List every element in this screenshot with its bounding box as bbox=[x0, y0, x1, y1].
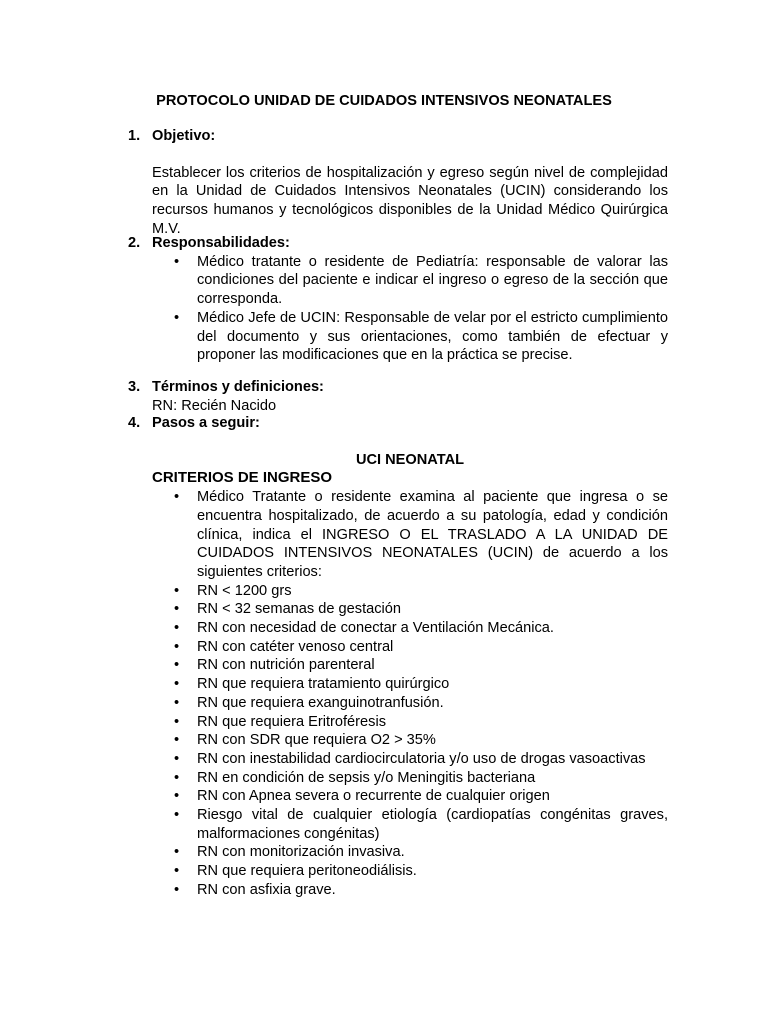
list-item bbox=[152, 619, 668, 638]
bullet-icon: • bbox=[174, 601, 180, 618]
bullet-icon: • bbox=[174, 657, 180, 674]
bullet-icon: • bbox=[174, 807, 180, 824]
bullet-icon: • bbox=[174, 694, 180, 711]
section-number: 2. bbox=[128, 235, 141, 251]
section-responsabilidades bbox=[128, 234, 668, 365]
list-item-text: RN que requiera peritoneodiálisis. bbox=[197, 863, 417, 880]
criteria-heading: CRITERIOS DE INGRESO bbox=[152, 469, 333, 487]
list-item-text: RN < 32 semanas de gestación bbox=[197, 601, 402, 618]
list-item-text: Riesgo vital de cualquier etiología (cardiopatías congénitas graves, malformaciones congénitas) bbox=[197, 807, 668, 842]
list-item bbox=[152, 253, 668, 309]
bullet-icon: • bbox=[174, 713, 180, 730]
bullet-icon: • bbox=[174, 489, 180, 506]
list-item-text: Médico Tratante o residente examina al paciente que ingresa o se encuentra hospitalizado, de acuerdo a su patología, edad y condición clínica, indica el INGRESO O EL TRASLADO A LA UNIDAD DE CUIDADOS INTENSIVOS NEONATALES (UCIN) de acuerdo a los siguientes criterios: bbox=[197, 489, 668, 580]
list-item-text: RN con inestabilidad cardiocirculatoria y/o uso de drogas vasoactivas bbox=[197, 750, 646, 767]
list-item bbox=[152, 881, 668, 900]
list-item-text: RN con asfixia grave. bbox=[197, 881, 336, 898]
section-heading bbox=[128, 378, 668, 397]
list-item-text: RN en condición de sepsis y/o Meningitis bacteriana bbox=[197, 769, 536, 786]
bullet-icon: • bbox=[174, 750, 180, 767]
list-item-text: RN con Apnea severa o recurrente de cualquier origen bbox=[197, 788, 550, 805]
section-title: Responsabilidades: bbox=[152, 235, 290, 251]
list-item bbox=[152, 488, 668, 582]
bullet-icon: • bbox=[174, 844, 180, 861]
document-title: PROTOCOLO UNIDAD DE CUIDADOS INTENSIVOS NEONATALES bbox=[156, 93, 612, 109]
list-item bbox=[152, 600, 668, 619]
bullet-icon: • bbox=[174, 863, 180, 880]
bullet-icon: • bbox=[174, 881, 180, 898]
section-number: 3. bbox=[128, 379, 141, 395]
section-pasos bbox=[128, 414, 668, 900]
uci-subtitle: UCI NEONATAL bbox=[355, 451, 465, 468]
list-item bbox=[152, 675, 668, 694]
list-item-text: RN con monitorización invasiva. bbox=[197, 844, 405, 861]
bullet-icon: • bbox=[174, 676, 180, 693]
list-item bbox=[152, 638, 668, 657]
list-item bbox=[152, 769, 668, 788]
list-item-text: RN con catéter venoso central bbox=[197, 638, 394, 655]
section-title: Objetivo: bbox=[152, 128, 216, 144]
list-item bbox=[152, 309, 668, 365]
section-number: 4. bbox=[128, 415, 141, 431]
list-item bbox=[152, 694, 668, 713]
list-item-text: RN con SDR que requiera O2 > 35% bbox=[197, 732, 436, 749]
list-item bbox=[152, 656, 668, 675]
list-item-text: RN con necesidad de conectar a Ventilación Mecánica. bbox=[197, 620, 554, 637]
list-item bbox=[152, 787, 668, 806]
list-item-text: Médico Jefe de UCIN: Responsable de velar por el estricto cumplimiento del documento y sus orientaciones, como también de efectuar y proponer las modificaciones que en la práctica se precise. bbox=[197, 309, 668, 364]
list-item bbox=[152, 750, 668, 769]
list-item-text: RN que requiera Eritroféresis bbox=[197, 713, 386, 730]
list-item bbox=[152, 713, 668, 732]
list-item bbox=[152, 806, 668, 843]
bullet-icon: • bbox=[174, 620, 180, 637]
section-title: Pasos a seguir: bbox=[152, 415, 260, 431]
bullet-icon: • bbox=[174, 732, 180, 749]
bullet-icon: • bbox=[174, 253, 180, 270]
bullet-icon: • bbox=[174, 788, 180, 805]
list-item-text: RN que requiera exanguinotranfusión. bbox=[197, 694, 444, 711]
section-number: 1. bbox=[128, 128, 141, 144]
section-title: Términos y definiciones: bbox=[152, 379, 324, 395]
section-objetivo bbox=[128, 127, 668, 239]
list-item-text: RN con nutrición parenteral bbox=[197, 657, 375, 674]
list-item bbox=[152, 862, 668, 881]
objetivo-text: Establecer los criterios de hospitalización y egreso según nivel de complejidad en la Unidad de Cuidados Intensivos Neonatales (UCIN) considerando los recursos humanos y tecnológicos disponibles de la Unidad Médico Quirúrgica M.V. bbox=[152, 164, 668, 237]
section-terminos bbox=[128, 378, 668, 415]
criterios-list bbox=[128, 488, 668, 899]
bullet-icon: • bbox=[174, 638, 180, 655]
list-item-text: RN que requiera tratamiento quirúrgico bbox=[197, 676, 450, 693]
section-heading bbox=[128, 127, 668, 146]
list-item-text: RN < 1200 grs bbox=[197, 582, 292, 599]
bullet-icon: • bbox=[174, 582, 180, 599]
section-heading bbox=[128, 234, 668, 253]
bullet-icon: • bbox=[174, 309, 180, 326]
definition-text: RN: Recién Nacido bbox=[152, 397, 277, 414]
list-item bbox=[152, 582, 668, 601]
list-item-text: Médico tratante o residente de Pediatría: responsable de valorar las condiciones del paciente e indicar el ingreso o egreso de la sección que corresponda. bbox=[197, 253, 668, 308]
responsabilidades-list bbox=[128, 253, 668, 365]
section-heading bbox=[128, 414, 668, 433]
bullet-icon: • bbox=[174, 769, 180, 786]
list-item bbox=[152, 731, 668, 750]
list-item bbox=[152, 843, 668, 862]
